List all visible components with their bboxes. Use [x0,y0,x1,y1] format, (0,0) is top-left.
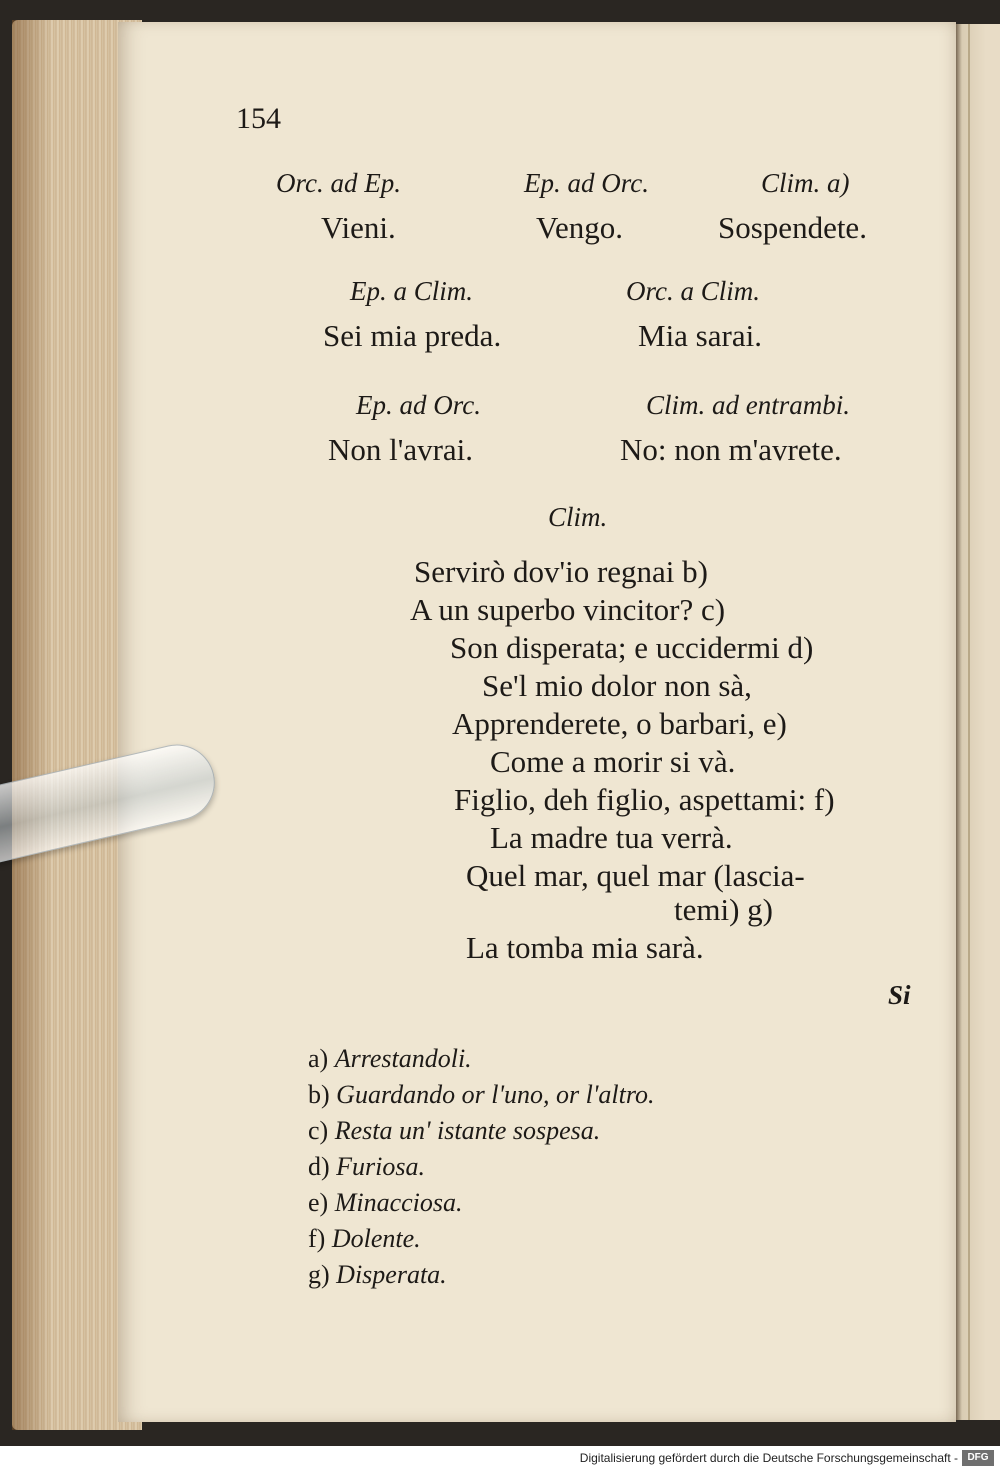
stage-direction: Clim. a) [761,168,850,198]
facing-page-edge [956,24,1000,1420]
dialogue-line: Non l'avrai. [328,432,474,467]
stage-direction: Ep. ad Orc. [356,390,481,420]
aria-line: A un superbo vincitor? c) [410,592,726,627]
footer-credit: Digitalisierung gefördert durch die Deutsche Forschungsgemeinschaft - [579,1451,958,1465]
dialogue-line: Vengo. [536,210,623,245]
footnote: d) Furiosa. [308,1152,426,1181]
aria-line: Come a morir si và. [490,744,736,779]
aria-line: Se'l mio dolor non sà, [482,668,752,703]
stage-direction: Orc. a Clim. [626,276,760,306]
book-page [118,22,956,1422]
dialogue-line: Mia sarai. [638,318,762,353]
aria-line: Apprenderete, o barbari, e) [452,706,787,741]
facing-page-fold [968,24,970,1420]
aria-line: La madre tua verrà. [490,820,733,855]
catchword: Si [888,980,911,1010]
stage-direction: Clim. ad entrambi. [646,390,851,420]
stage-direction: Ep. a Clim. [350,276,474,306]
aria-line: Son disperata; e uccidermi d) [450,630,814,665]
footnote: e) Minacciosa. [308,1188,463,1217]
footnote: f) Dolente. [308,1224,421,1253]
aria-line: Servirò dov'io regnai b) [414,554,708,589]
stage-direction: Orc. ad Ep. [276,168,401,198]
aria-line: Figlio, deh figlio, aspettami: f) [454,782,835,817]
speaker-name: Clim. [548,502,608,532]
dfg-logo-icon: DFG [962,1450,994,1466]
dialogue-line: Sei mia preda. [323,318,502,353]
footnote: c) Resta un' istante sospesa. [308,1116,601,1145]
footnote: a) Arrestandoli. [308,1044,472,1073]
dialogue-line: No: non m'avrete. [620,432,842,467]
footnote: g) Disperata. [308,1260,447,1289]
footnote: b) Guardando or l'uno, or l'altro. [308,1080,655,1109]
aria-line: La tomba mia sarà. [466,930,704,965]
dialogue-line: Sospendete. [718,210,867,245]
book-edge-shadow [12,20,52,1430]
dialogue-line: Vieni. [321,210,396,245]
footer-bar [0,1446,1000,1472]
aria-line: Quel mar, quel mar (lascia- [466,858,805,893]
page-number: 154 [236,102,281,135]
aria-line: temi) g) [674,892,773,927]
stage-direction: Ep. ad Orc. [524,168,649,198]
